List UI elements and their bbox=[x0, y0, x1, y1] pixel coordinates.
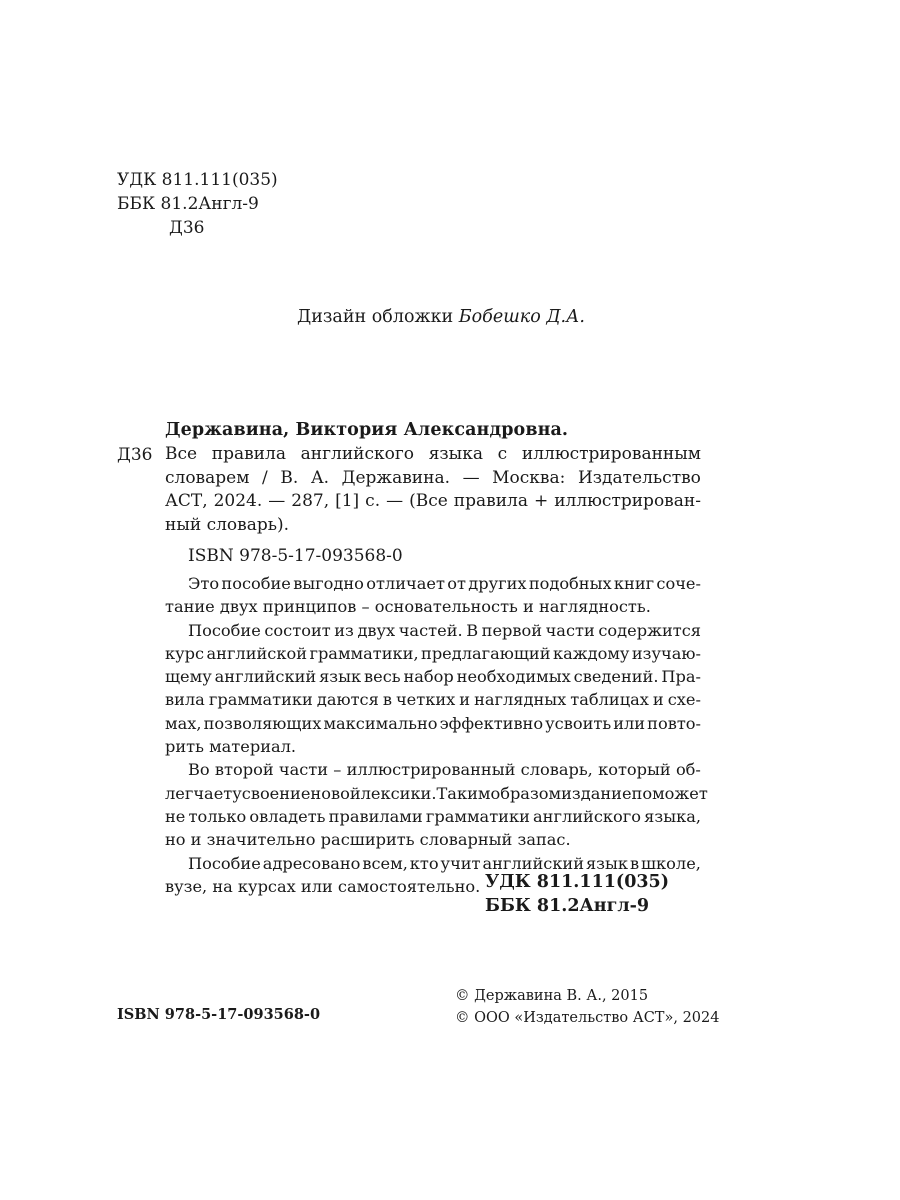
word: позволяющих bbox=[203, 713, 322, 733]
word: лексики. bbox=[360, 783, 437, 803]
word: состоит bbox=[264, 620, 331, 640]
word: (Все bbox=[409, 491, 448, 511]
word: английского bbox=[533, 806, 641, 826]
word: подобных bbox=[528, 574, 612, 593]
word: соче- bbox=[656, 574, 701, 593]
word: набор bbox=[403, 667, 454, 687]
word: пособие bbox=[221, 574, 291, 593]
word: Это bbox=[188, 574, 220, 593]
word: Пра- bbox=[661, 667, 701, 687]
word: необходимых bbox=[456, 667, 571, 687]
word: английского bbox=[300, 444, 414, 464]
word: Москва: bbox=[492, 467, 566, 488]
biblio-line: ный словарь). bbox=[165, 514, 290, 535]
word: словарь, bbox=[520, 760, 593, 780]
word: частей. bbox=[398, 620, 463, 640]
isbn-bottom: ISBN 978-5-17-093568-0 bbox=[117, 1006, 321, 1023]
word: иллюстрированным bbox=[521, 444, 701, 464]
word: части bbox=[545, 620, 595, 640]
word: и bbox=[652, 690, 664, 710]
word: язык bbox=[319, 667, 362, 687]
word: овладеть bbox=[249, 806, 326, 826]
annotation-line bbox=[165, 758, 701, 781]
annotation-line bbox=[165, 688, 701, 711]
word: новой bbox=[310, 783, 361, 803]
word: – bbox=[333, 760, 342, 780]
word: английской bbox=[206, 643, 308, 663]
word: кто bbox=[409, 853, 439, 873]
word: книг bbox=[613, 574, 655, 593]
word: грамматики bbox=[425, 806, 530, 826]
word: части bbox=[278, 760, 329, 780]
word: адресовано bbox=[262, 853, 361, 873]
word: Издательство bbox=[577, 467, 701, 488]
word: с bbox=[497, 444, 508, 464]
word: четких bbox=[395, 690, 456, 710]
word: школе, bbox=[641, 853, 701, 873]
annotation-line bbox=[165, 805, 701, 828]
word: не bbox=[165, 806, 186, 826]
word: курс bbox=[165, 643, 205, 663]
word: максимально bbox=[323, 713, 438, 733]
word: в bbox=[382, 690, 392, 710]
word: грамматики, bbox=[309, 643, 419, 663]
copyright-block bbox=[455, 985, 719, 1029]
annotation-line bbox=[165, 572, 701, 595]
word: правилами bbox=[328, 806, 423, 826]
word: даются bbox=[316, 690, 379, 710]
word: сведений. bbox=[573, 667, 659, 687]
copyright-author: © Державина В. А., 2015 bbox=[455, 988, 649, 1004]
word: Пособие bbox=[188, 620, 261, 640]
word: Пособие bbox=[188, 853, 261, 873]
word: который bbox=[598, 760, 671, 780]
word: предлагающий bbox=[421, 643, 551, 663]
word: + bbox=[533, 491, 549, 511]
author-heading: Державина, Виктория Александровна. bbox=[165, 420, 569, 440]
biblio-line bbox=[165, 490, 701, 514]
word: — bbox=[462, 467, 480, 488]
annotation-line bbox=[165, 712, 701, 735]
word: — bbox=[268, 491, 286, 511]
word: щему bbox=[165, 667, 212, 687]
cover-designer-name: Бобешко Д.А. bbox=[458, 307, 585, 327]
word: наглядных bbox=[474, 690, 567, 710]
word: Державина. bbox=[341, 467, 450, 488]
word: первой bbox=[481, 620, 543, 640]
word: А. bbox=[310, 467, 330, 488]
classification-block-top bbox=[117, 168, 278, 240]
word: издание bbox=[561, 783, 632, 803]
word: Таким bbox=[436, 783, 491, 803]
annotation-line: тание двух принципов – основательность и наглядность. bbox=[165, 597, 651, 617]
word: вила bbox=[165, 690, 205, 710]
word: иллюстрированный bbox=[346, 760, 516, 780]
word: Все bbox=[165, 444, 198, 464]
annotation bbox=[165, 572, 708, 898]
cover-design-label: Дизайн обложки bbox=[297, 307, 454, 327]
word: 2024. bbox=[213, 491, 263, 511]
author-mark-left: Д36 bbox=[117, 445, 153, 465]
word: легчает bbox=[165, 783, 233, 803]
annotation-line bbox=[165, 782, 708, 805]
word: В. bbox=[280, 467, 299, 488]
word: словарем bbox=[165, 467, 250, 488]
word: иллюстрирован- bbox=[554, 491, 701, 511]
word: из bbox=[334, 620, 354, 640]
word: выгодно bbox=[293, 574, 364, 593]
annotation-line: но и значительно расширить словарный запас. bbox=[165, 830, 571, 850]
word: схе- bbox=[667, 690, 701, 710]
word: образом bbox=[490, 783, 562, 803]
word: всем, bbox=[362, 853, 408, 873]
annotation-line bbox=[165, 642, 701, 665]
word: [1] bbox=[335, 491, 360, 511]
word: Во bbox=[188, 760, 210, 780]
bbk-code-bottom: ББК 81.2Англ-9 bbox=[485, 896, 650, 916]
word: 287, bbox=[291, 491, 330, 511]
word: от bbox=[447, 574, 466, 593]
word: / bbox=[262, 467, 268, 488]
word: и bbox=[459, 690, 471, 710]
bibliographic-description bbox=[165, 443, 701, 537]
word: таблицах bbox=[570, 690, 649, 710]
word: с. bbox=[365, 491, 381, 511]
word: двух bbox=[357, 620, 396, 640]
udk-code: УДК 811.111(035) bbox=[117, 170, 278, 190]
word: язык bbox=[585, 853, 628, 873]
word: языка, bbox=[644, 806, 701, 826]
word: эффективно bbox=[439, 713, 544, 733]
word: усвоение bbox=[232, 783, 311, 803]
biblio-line bbox=[165, 467, 701, 491]
bbk-code: ББК 81.2Англ-9 bbox=[117, 194, 259, 214]
word: мах, bbox=[165, 713, 202, 733]
word: содержится bbox=[598, 620, 701, 640]
word: изучаю- bbox=[631, 643, 701, 663]
biblio-line bbox=[165, 443, 701, 467]
annotation-line: рить материал. bbox=[165, 737, 297, 757]
word: — bbox=[386, 491, 404, 511]
word: в bbox=[629, 853, 640, 873]
isbn-main: ISBN 978-5-17-093568-0 bbox=[188, 546, 403, 566]
word: весь bbox=[364, 667, 401, 687]
word: отличает bbox=[366, 574, 445, 593]
word: правила bbox=[453, 491, 528, 511]
word: второй bbox=[214, 760, 274, 780]
annotation-line bbox=[165, 619, 701, 642]
word: только bbox=[188, 806, 247, 826]
word: об- bbox=[675, 760, 701, 780]
annotation-line bbox=[165, 665, 701, 688]
word: учит bbox=[440, 853, 481, 873]
word: английский bbox=[482, 853, 585, 873]
word: повто- bbox=[647, 713, 701, 733]
word: правила bbox=[211, 444, 286, 464]
annotation-line: вузе, на курсах или самостоятельно. bbox=[165, 876, 481, 896]
word: английский bbox=[214, 667, 317, 687]
word: других bbox=[468, 574, 527, 593]
classification-block-bottom bbox=[485, 870, 669, 918]
udk-code-bottom: УДК 811.111(035) bbox=[485, 872, 670, 892]
word: В bbox=[466, 620, 479, 640]
cover-design-credit bbox=[297, 307, 585, 327]
word: усвоить bbox=[545, 713, 612, 733]
copyright-publisher: © ООО «Издательство АСТ», 2024 bbox=[455, 1010, 720, 1026]
word: АСТ, bbox=[165, 491, 208, 511]
word: поможет bbox=[631, 783, 708, 803]
author-mark: Д36 bbox=[169, 218, 205, 238]
word: или bbox=[613, 713, 646, 733]
word: языка bbox=[428, 444, 483, 464]
word: грамматики bbox=[208, 690, 313, 710]
word: каждому bbox=[552, 643, 630, 663]
